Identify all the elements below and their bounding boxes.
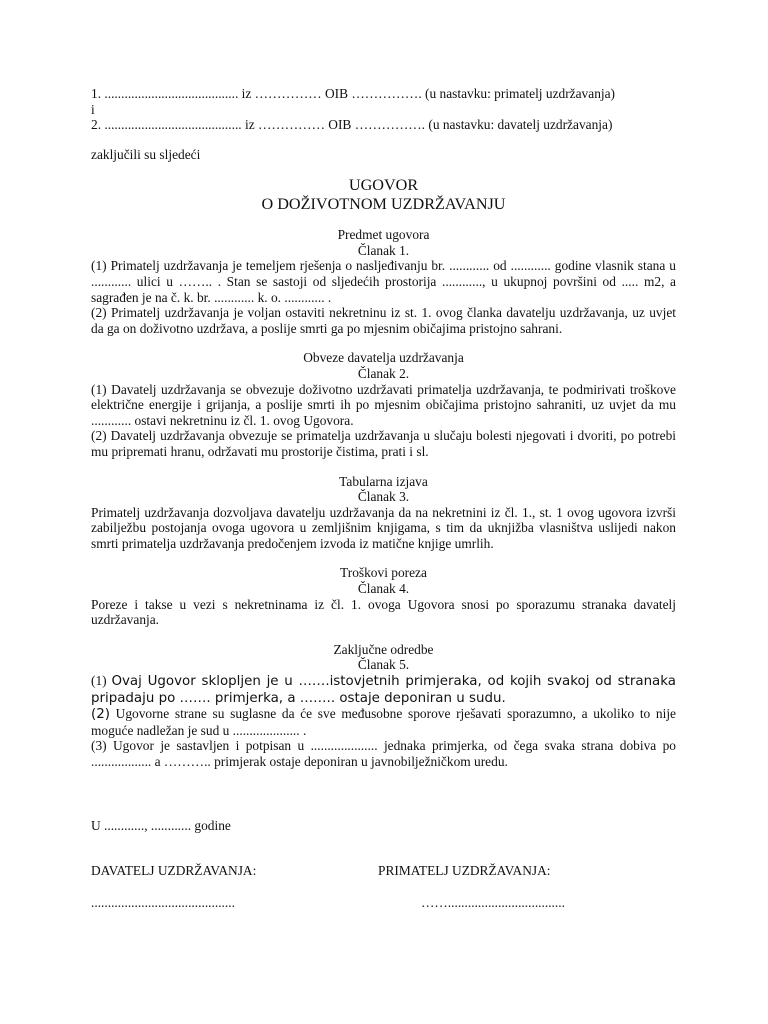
giver-signature-label: DAVATELJ UZDRŽAVANJA: [91, 863, 257, 879]
article-number: Članak 5. [357, 657, 410, 673]
article-paragraph: Poreze i takse u vezi s nekretninama iz čl. 1. ovoga Ugovora snosi po sporazumu stranaka davatelj uzdržavanja. [91, 596, 676, 628]
section-heading: Tabularna izjava [339, 473, 428, 489]
signature-labels [91, 863, 676, 879]
intro-text: zaključili su sljedeći [91, 146, 201, 162]
paragraph-number: (1) [91, 673, 112, 689]
article-number: Članak 1. [357, 242, 410, 258]
article-paragraph: (2) Davatelj uzdržavanja obvezuje se primatelja uzdržavanja u slučaju bolesti njegovati i dvoriti, po potrebi mu pripremati hranu, održavati mu prostorije čistima, prati i sl. [91, 428, 676, 459]
document-subtitle: O DOŽIVOTNOM UZDRŽAVANJU [261, 194, 506, 213]
section-heading: Zaključne odredbe [333, 641, 434, 657]
section-heading: Predmet ugovora [337, 227, 430, 243]
section-heading: Troškovi poreza [340, 565, 427, 581]
article-number: Članak 3. [357, 489, 410, 505]
paragraph-number: (2) [91, 707, 110, 723]
article-paragraph: (3) Ugovor je sastavljen i potpisan u .................... jednaka primjerka, od čega svaka strana dobiva po .................. a ……….. primjerak ostaje deponiran u javnobilježničkom uredu. [91, 738, 676, 769]
article-paragraph [91, 673, 676, 706]
article-number: Članak 2. [357, 365, 410, 381]
party-1-line: 1. ........................................ iz …………… OIB ……………. (u nastavku: primatelj uzdržavanja) [91, 86, 616, 101]
section-heading: Obveze davatelja uzdržavanja [303, 350, 464, 366]
article-paragraph: (2) Primatelj uzdržavanja je voljan ostaviti nekretninu iz st. 1. ovog članka davatelju uzdržavanja, uz uvjet da ga on doživotno uzdržava, a poslije smrti ga po mjesnim običajima pristojno sahrani. [91, 305, 676, 336]
paragraph-text: Ovaj Ugovor sklopljen je u …….istovjetnih primjeraka, od kojih svakoj od stranaka pripadaju po ……. primjerka, a …….. ostaje deponiran u sudu. [91, 674, 676, 706]
article-paragraph [91, 706, 676, 738]
party-2-line: 2. ......................................... iz …………… OIB ……………. (u nastavku: davatelj uzdržavanja) [91, 117, 613, 133]
article-paragraph: (1) Davatelj uzdržavanja se obvezuje doživotno uzdržavati primatelja uzdržavanja, te podmirivati troškove električne energije i grijanja, a poslije smrti ih po mjesnim običajima pristojno sahraniti, uz uvjet da mu ............ ostavi nekretninu iz čl. 1. ovog Ugovora. [91, 381, 676, 428]
receiver-signature-line: ……................................... [421, 894, 565, 910]
party-conjunction: i [91, 101, 95, 117]
contract-document [91, 86, 676, 910]
place-date-line: U ............, ............ godine [91, 817, 231, 833]
article-number: Članak 4. [357, 581, 410, 597]
article-paragraph: Primatelj uzdržavanja dozvoljava davatelju uzdržavanja da na nekretnini iz čl. 1., st. 1 ovog ugovora izvrši zabilježbu postojanja ovoga ugovora u zemljišnim knjigama, s tim da uknjižba vlasništva uslijedi nakon smrti primatelja uzdržavanja predočenjem izvoda iz matične knjige umrlih. [91, 504, 676, 551]
receiver-signature-label: PRIMATELJ UZDRŽAVANJA: [378, 863, 551, 879]
signature-lines [91, 895, 676, 911]
document-title: UGOVOR [348, 176, 419, 195]
article-paragraph: (1) Primatelj uzdržavanja je temeljem rješenja o nasljeđivanju br. ............ od ............ godine vlasnik stana u ............ ulici u …….. . Stan se sastoji od sljedećih prostorija ............, u ukupnoj površini od ..... m2, a sagrađen je na č. k. br. ............ k. o. ............ . [91, 258, 676, 305]
paragraph-text: Ugovorne strane su suglasne da će sve međusobne sporove rješavati sporazumno, a ukoliko to nije moguće nadležan je sud u .................... . [91, 706, 676, 738]
giver-signature-line: ........................................... [91, 894, 235, 910]
